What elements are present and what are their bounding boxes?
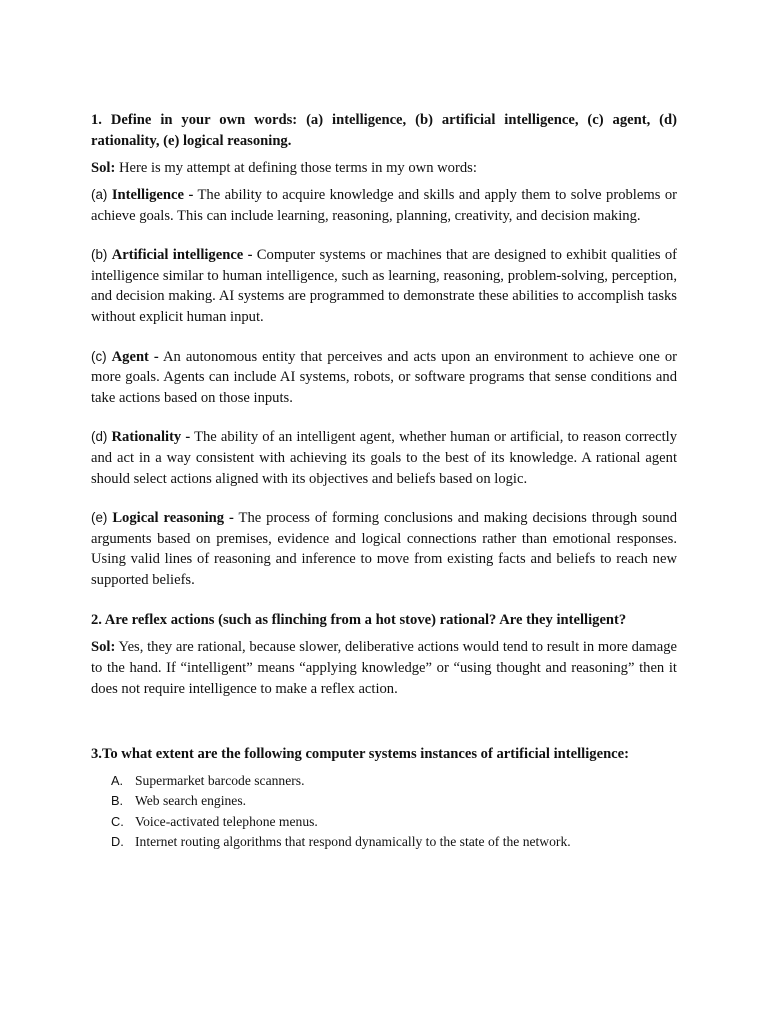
question-3: 3.To what extent are the following computer systems instances of artificial intelligence: — [91, 745, 630, 762]
list-item: A. Supermarket barcode scanners. — [111, 772, 305, 788]
definition-artificial-intelligence: (b) Artificial intelligence - Computer systems or machines that are designed to exhibit qualities of intelligence similar to human intelligence, such as learning, reasoning, problem-solving, perception, and decision making. AI systems are programmed to demonstrate these abilities to accomplish tasks without explicit human input. — [91, 247, 677, 325]
question-1: 1. Define in your own words: (a) intelligence, (b) artificial intelligence, (c) agent, (d) rationality, (e) logical reasoning. — [91, 112, 677, 149]
list-item: B. Web search engines. — [111, 793, 247, 808]
sol-label: Sol: — [91, 160, 116, 176]
q1-solution-intro — [91, 158, 677, 179]
options-list — [91, 771, 677, 853]
sol-label: Sol: — [91, 638, 116, 655]
list-item: D. Internet routing algorithms that respond dynamically to the state of the network. — [111, 834, 571, 849]
question-2: 2. Are reflex actions (such as flinching from a hot stove) rational? Are they intelligent? — [91, 611, 627, 628]
sol-text: Yes, they are rational, because slower, deliberative actions would tend to result in more damage to the hand. If “intelligent” means “applying knowledge” or “using thought and reasoning” then it does not require intelligence to make a reflex action. — [91, 638, 677, 697]
q2-solution — [91, 637, 677, 700]
definition-logical-reasoning: (e) Logical reasoning - The process of forming conclusions and making decisions through sound arguments based on premises, evidence and logical connections rather than emotional responses. Using valid lines of reasoning and inference to move from existing facts and beliefs to reach new supported beliefs. — [91, 510, 677, 588]
definition-agent: (c) Agent - An autonomous entity that perceives and acts upon an environment to achieve one or more goals. Agents can include AI systems, robots, or software programs that sense conditions and take actions based on those inputs. — [91, 348, 677, 406]
sol-text: Here is my attempt at defining those terms in my own words: — [118, 160, 477, 176]
definition-intelligence: (a) Intelligence - The ability to acquire knowledge and skills and apply them to solve problems or achieve goals. This can include learning, reasoning, planning, creativity, and decision making. — [91, 187, 677, 224]
definition-rationality: (d) Rationality - The ability of an intelligent agent, whether human or artificial, to reason correctly and act in a way consistent with achieving its goals to the best of its knowledge. A rational agent should select actions aligned with its objectives and beliefs based on logic. — [91, 429, 677, 487]
list-item: C. Voice-activated telephone menus. — [111, 813, 318, 829]
